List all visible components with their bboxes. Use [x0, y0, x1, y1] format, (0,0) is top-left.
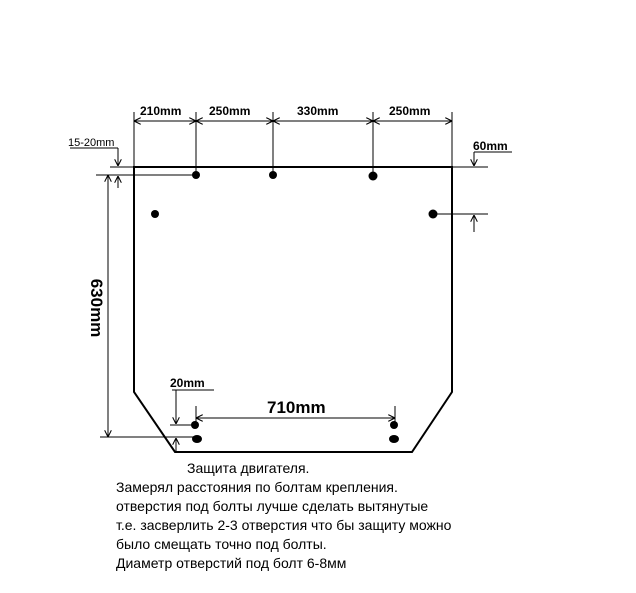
dim-label-60: 60mm	[473, 139, 508, 153]
note-line-2: отверстия под болты лучше сделать вытянутые	[116, 498, 429, 514]
hole-top-2	[269, 171, 277, 179]
hole-top-3	[369, 172, 378, 181]
right-hole-dimension	[434, 152, 512, 232]
hole-bottom-left-1	[191, 421, 199, 429]
hole-right	[429, 210, 438, 219]
note-title: Защита двигателя.	[187, 460, 310, 476]
note-line-1: Замерял расстояния по болтам крепления.	[116, 479, 398, 495]
dim-label-330: 330mm	[297, 104, 339, 118]
note-line-3: т.е. засверлить 2-3 отверстия что бы защиту можно	[116, 517, 452, 533]
dim-label-250-right: 250mm	[389, 104, 431, 118]
hole-bottom-right-1	[390, 421, 398, 429]
dim-label-630: 630mm	[87, 278, 106, 338]
dim-label-15-20: 15-20mm	[68, 137, 115, 149]
hole-top-1	[192, 171, 200, 179]
note-line-4: было смещать точно под болты.	[116, 536, 327, 552]
dim-label-250-left: 250mm	[209, 104, 251, 118]
hole-left	[151, 210, 159, 218]
hole-bottom-right-slot	[389, 435, 399, 443]
dim-label-210: 210mm	[140, 104, 182, 118]
bottom-offset-dimension	[170, 390, 214, 452]
note-line-5: Диаметр отверстий под болт 6-8мм	[116, 555, 347, 571]
dim-label-20: 20mm	[170, 376, 205, 390]
hole-bottom-left-slot	[192, 435, 202, 443]
dim-label-710: 710mm	[267, 398, 326, 417]
height-dimension	[100, 175, 196, 437]
